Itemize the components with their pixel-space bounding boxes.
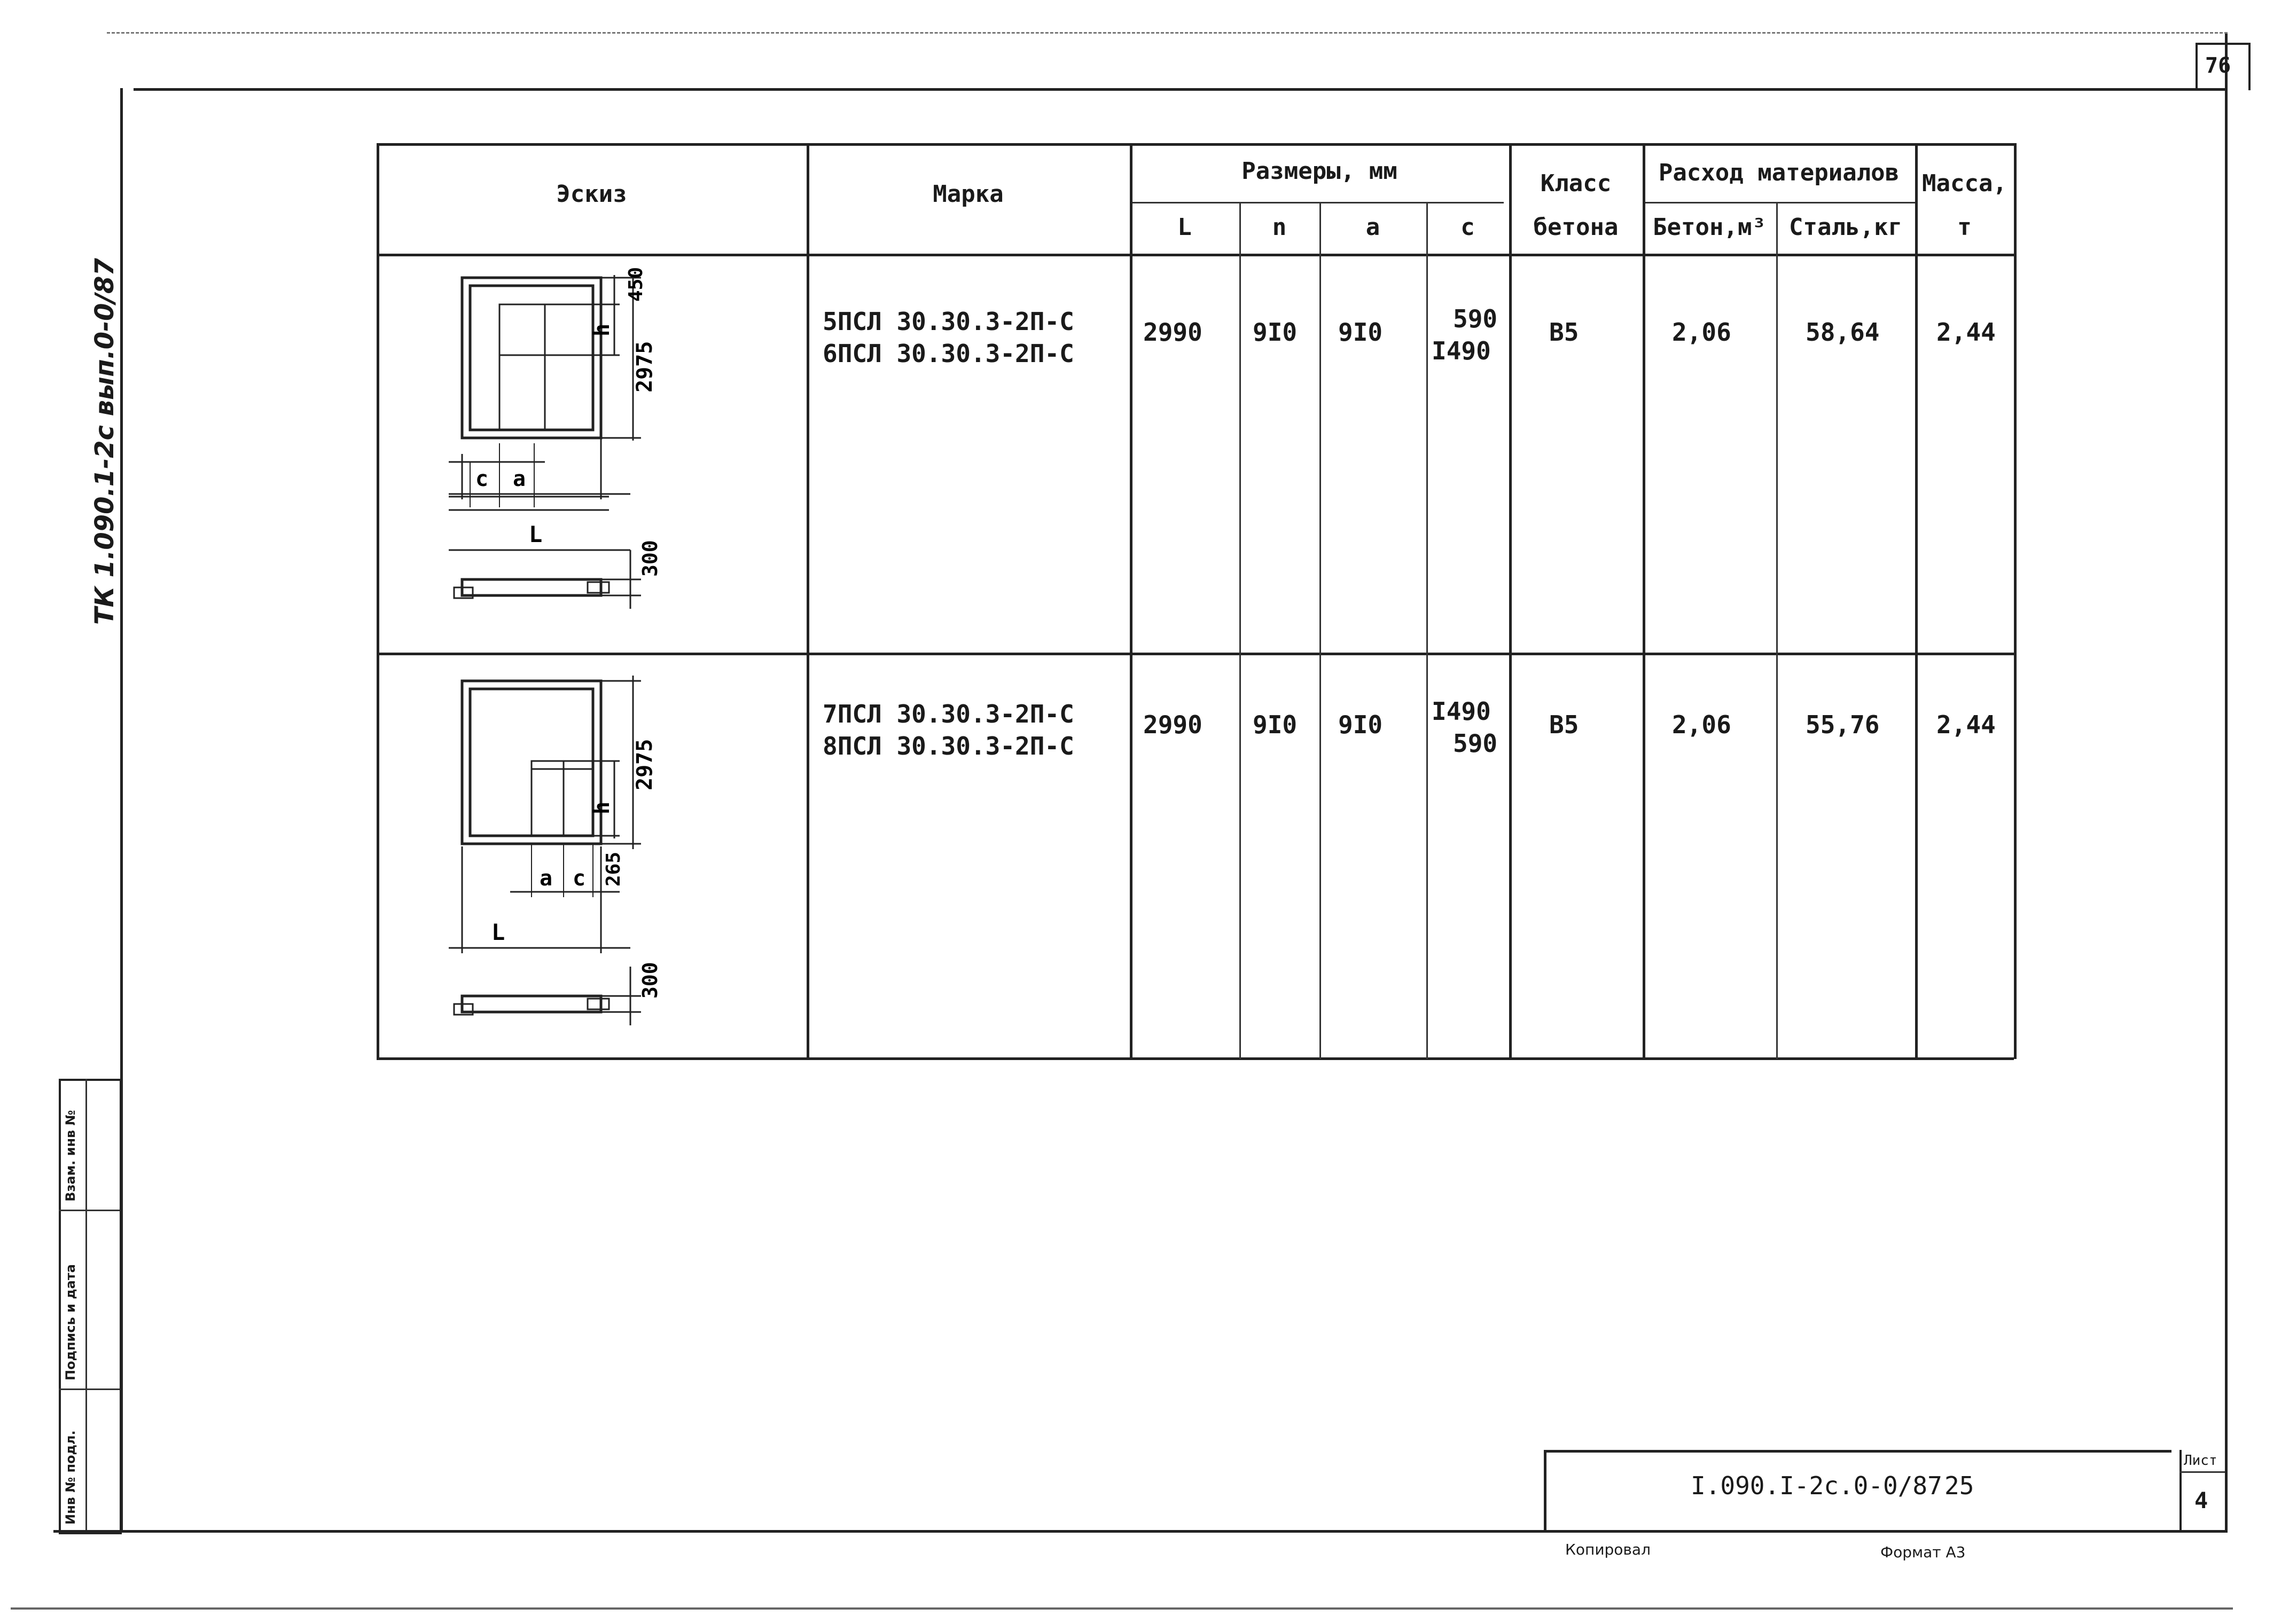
row1-a: 9I0 <box>1338 318 1383 347</box>
row2-mass: 2,44 <box>1936 710 1996 739</box>
header-mass-2: т <box>1957 214 1972 241</box>
row1-dim-L: L <box>529 521 543 547</box>
row2-concrete-class: B5 <box>1549 710 1579 739</box>
page-number: 76 <box>2205 53 2231 78</box>
materials-subheader-line <box>1643 202 1915 203</box>
header-materials: Расход материалов <box>1658 159 1900 186</box>
col-line-5 <box>1426 202 1428 1059</box>
row2-dim-h: h <box>590 801 614 814</box>
row-separator <box>377 653 2014 655</box>
col-line-0 <box>377 143 379 1059</box>
stamp-divider <box>85 1079 87 1530</box>
doc-code: I.090.I-2c.0-0/87 <box>1691 1471 1942 1500</box>
row2-dim-L: L <box>491 919 505 945</box>
side-code: ТК 1.090.1-2с вып.0-0/87 <box>90 258 120 625</box>
frame-top-line <box>134 88 2228 91</box>
row2-mark-2: 8ПСЛ 30.30.3-2П-С <box>823 732 1074 760</box>
header-mass-1: Масса, <box>1922 170 2007 197</box>
col-line-7 <box>1643 143 1645 1059</box>
footer-format: Формат A3 <box>1880 1543 1966 1561</box>
row2-dim-bottom: 265 <box>603 851 624 886</box>
row2-concrete-volume: 2,06 <box>1672 710 1731 739</box>
col-line-4 <box>1319 202 1321 1059</box>
row2-dim-thickness: 300 <box>638 962 662 999</box>
row1-dim-c: c <box>475 467 489 491</box>
scan-top-edge <box>107 32 2228 34</box>
stamp-sep-1 <box>59 1210 120 1211</box>
row1-dim-top: 450 <box>625 266 647 302</box>
row2-mark-1: 7ПСЛ 30.30.3-2П-С <box>823 700 1074 728</box>
row1-sketch <box>417 262 759 636</box>
row2-a: 9I0 <box>1338 710 1383 739</box>
header-sketch: Эскиз <box>556 181 627 208</box>
stamp-sep-2 <box>59 1388 120 1390</box>
stamp-label-signature: Подпись и дата <box>63 1264 78 1380</box>
row1-mass: 2,44 <box>1936 318 1996 347</box>
row2-L: 2990 <box>1143 710 1202 739</box>
col-line-9 <box>1915 143 1918 1059</box>
table-bottom-border <box>377 1057 2014 1060</box>
row1-dim-h: h <box>590 323 614 336</box>
row2-c-1: I490 <box>1432 697 1491 726</box>
sheet-number: 4 <box>2194 1487 2208 1513</box>
header-bottom-border <box>377 254 2014 256</box>
header-a: a <box>1365 214 1380 241</box>
header-L: L <box>1177 214 1192 241</box>
scan-bottom-edge <box>11 1607 2233 1610</box>
header-mark: Марка <box>933 181 1004 208</box>
col-line-1 <box>807 143 809 1059</box>
row1-mark-2: 6ПСЛ 30.30.3-2П-С <box>823 339 1074 368</box>
stamp-label-inventory: Инв № подл. <box>63 1430 78 1525</box>
header-concrete-class-2: бетона <box>1533 214 1619 241</box>
row2-c-2: 590 <box>1453 729 1498 758</box>
row2-dim-a: a <box>540 866 553 891</box>
row1-dim-height: 2975 <box>632 341 657 393</box>
row1-concrete-volume: 2,06 <box>1672 318 1731 347</box>
frame-right-line <box>2225 32 2228 1533</box>
header-c: c <box>1460 214 1475 241</box>
col-line-3 <box>1239 202 1241 1059</box>
row1-dim-thickness: 300 <box>638 540 662 577</box>
sheet-box-divider <box>2179 1471 2225 1473</box>
dims-subheader-line <box>1130 202 1504 203</box>
header-concrete-class-1: Класс <box>1540 170 1612 197</box>
col-line-10 <box>2014 143 2017 1059</box>
row2-dim-height: 2975 <box>632 739 657 790</box>
stamp-label-exchange: Взам. инв № <box>63 1110 78 1202</box>
doc-number: 25 <box>1944 1471 1974 1500</box>
sheet-label: Лист <box>2184 1453 2217 1469</box>
header-n: n <box>1272 214 1287 241</box>
row1-dim-a: a <box>513 467 526 491</box>
row1-mark-1: 5ПСЛ 30.30.3-2П-С <box>823 307 1074 336</box>
header-dimensions: Размеры, мм <box>1241 158 1397 185</box>
row2-sketch <box>417 662 759 1036</box>
col-line-8 <box>1776 202 1778 1059</box>
row1-concrete-class: B5 <box>1549 318 1579 347</box>
row1-L: 2990 <box>1143 318 1202 347</box>
col-line-6 <box>1509 143 1512 1059</box>
row1-steel: 58,64 <box>1806 318 1880 347</box>
row1-c-1: 590 <box>1453 304 1498 333</box>
row2-dim-c: c <box>573 866 586 891</box>
table-top-border <box>377 143 2014 146</box>
row1-n: 9I0 <box>1253 318 1298 347</box>
header-steel: Сталь,кг <box>1789 214 1902 241</box>
row2-steel: 55,76 <box>1806 710 1880 739</box>
col-line-2 <box>1130 143 1132 1059</box>
row1-c-2: I490 <box>1432 336 1491 365</box>
header-concrete-volume: Бетон,м³ <box>1653 214 1766 241</box>
row2-n: 9I0 <box>1253 710 1298 739</box>
footer-copied: Копировал <box>1565 1541 1651 1558</box>
